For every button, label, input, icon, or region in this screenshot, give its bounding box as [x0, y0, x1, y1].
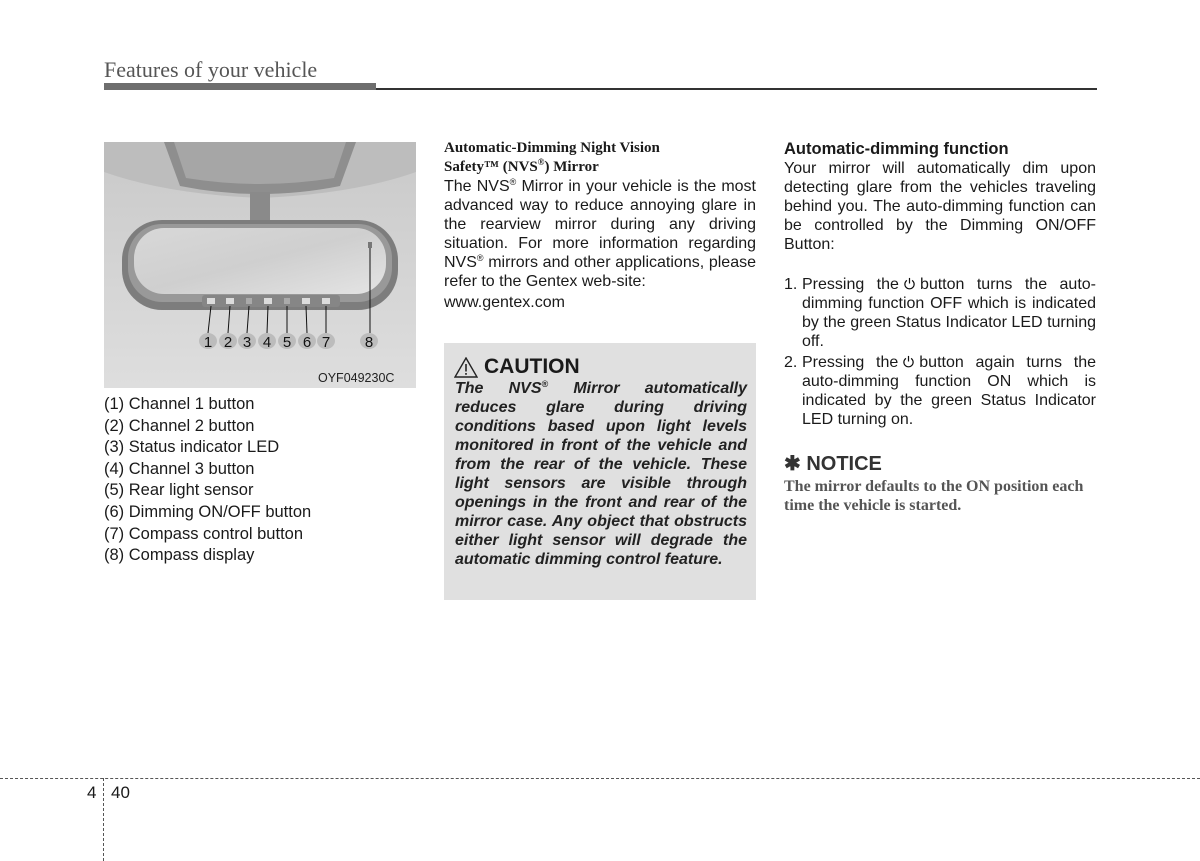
callout-7: 7: [321, 334, 331, 351]
nvs-heading-line2: [444, 158, 756, 177]
function-steps: [784, 275, 1096, 429]
nvs-heading: [444, 139, 756, 177]
page-number: 40: [111, 783, 130, 802]
caution-box: [444, 343, 756, 600]
caution-text-a: The NVS: [455, 380, 542, 397]
legend-item: (5) Rear light sensor: [104, 481, 254, 500]
footer-divider: [0, 778, 1200, 779]
registered-mark: ®: [541, 379, 549, 389]
step-post: button again turns the auto-dimming function ON which is indicated by the green Status Indicator LED turning on.: [802, 354, 1097, 428]
notice-heading: ✱ NOTICE: [784, 453, 882, 475]
callout-1: 1: [203, 334, 213, 351]
nvs-section: [444, 139, 756, 312]
callout-2: 2: [223, 334, 233, 351]
registered-mark: ®: [537, 157, 545, 167]
registered-mark: ®: [509, 177, 517, 187]
mirror-illustration: [104, 142, 416, 388]
step-post: button turns the auto-dimming function OFF which is indicated by the green Status Indicator LED turning off.: [802, 276, 1097, 350]
status-led: [246, 298, 252, 304]
nvs-heading-a: Safety™ (NVS: [444, 159, 538, 175]
legend-item: (3) Status indicator LED: [104, 438, 280, 457]
chapter-number: 4: [87, 783, 97, 802]
function-intro: Your mirror will automatically dim upon detecting glare from the vehicles traveling behind you. The auto-dimming function can be controlled by the Dimming ON/OFF Button:: [784, 160, 1096, 253]
button-6: [302, 298, 310, 304]
legend-item: (2) Channel 2 button: [104, 416, 255, 435]
button-2: [226, 298, 234, 304]
compass-display-mark: [368, 242, 372, 248]
legend-item: (6) Dimming ON/OFF button: [104, 502, 312, 521]
step-number: 2.: [784, 354, 798, 371]
nvs-para-b: Mirror in your vehicle is the most advanced way to reduce annoying glare in the rearview mirror during any driving situation. For more information regarding NVS: [444, 178, 757, 271]
nvs-heading-line1: Automatic-Dimming Night Vision: [444, 140, 660, 156]
callout-8: 8: [364, 334, 374, 351]
header-rule-thin: [376, 88, 1097, 90]
step-number: 1.: [784, 276, 798, 293]
caution-title: CAUTION: [484, 355, 580, 378]
nvs-para-c: mirrors and other applications, please refer to the Gentex web-site:: [444, 254, 756, 290]
figure-code: OYF049230C: [318, 371, 395, 385]
legend-item: (8) Compass display: [104, 546, 255, 565]
nvs-heading-b: ) Mirror: [544, 159, 599, 175]
callout-6: 6: [302, 334, 312, 351]
nvs-paragraph: [444, 177, 756, 291]
function-section: [784, 139, 1096, 515]
power-icon: [902, 355, 915, 368]
legend-item: (7) Compass control button: [104, 524, 304, 543]
footer-vertical-divider: [103, 778, 104, 861]
step-text: [802, 353, 1096, 429]
header-rule-thick: [104, 83, 376, 90]
callout-3: 3: [242, 334, 252, 351]
gentex-url: www.gentex.com: [444, 294, 565, 311]
list-item: [784, 275, 1096, 351]
roof-console-inner: [174, 142, 346, 184]
button-7: [322, 298, 330, 304]
page-section-title: Features of your vehicle: [104, 57, 318, 82]
registered-mark: ®: [476, 253, 484, 263]
rear-sensor: [284, 298, 290, 304]
nvs-para-a: The NVS: [444, 178, 510, 195]
caution-text: [455, 379, 747, 569]
function-heading: Automatic-dimming function: [784, 140, 1009, 158]
step-pre: Pressing the: [802, 276, 899, 293]
list-item: [784, 353, 1096, 429]
caution-text-b: Mirror automatically reduces glare during driving conditions based upon light levels monitored in front of the vehicle and from the rear of the vehicle. These light sensors are visible through openings in the front and rear of the mirror case. Any object that obstructs either light sensor will degrade the automatic dimming control feature.: [455, 380, 748, 568]
mirror-drawing: [104, 142, 416, 388]
power-icon: [903, 277, 916, 290]
mirror-glass: [134, 228, 386, 294]
callout-5: 5: [282, 334, 292, 351]
button-3: [264, 298, 272, 304]
step-pre: Pressing the: [802, 354, 899, 371]
legend-item: (1) Channel 1 button: [104, 395, 255, 413]
legend-item: (4) Channel 3 button: [104, 459, 255, 478]
figure-legend: [104, 394, 311, 567]
warning-triangle-icon: [454, 357, 478, 378]
step-text: [802, 275, 1096, 351]
button-1: [207, 298, 215, 304]
mirror-mount: [250, 192, 270, 222]
caution-heading: [454, 355, 580, 379]
callout-4: 4: [262, 334, 272, 351]
notice-text: The mirror defaults to the ON position each time the vehicle is started.: [784, 478, 1084, 514]
